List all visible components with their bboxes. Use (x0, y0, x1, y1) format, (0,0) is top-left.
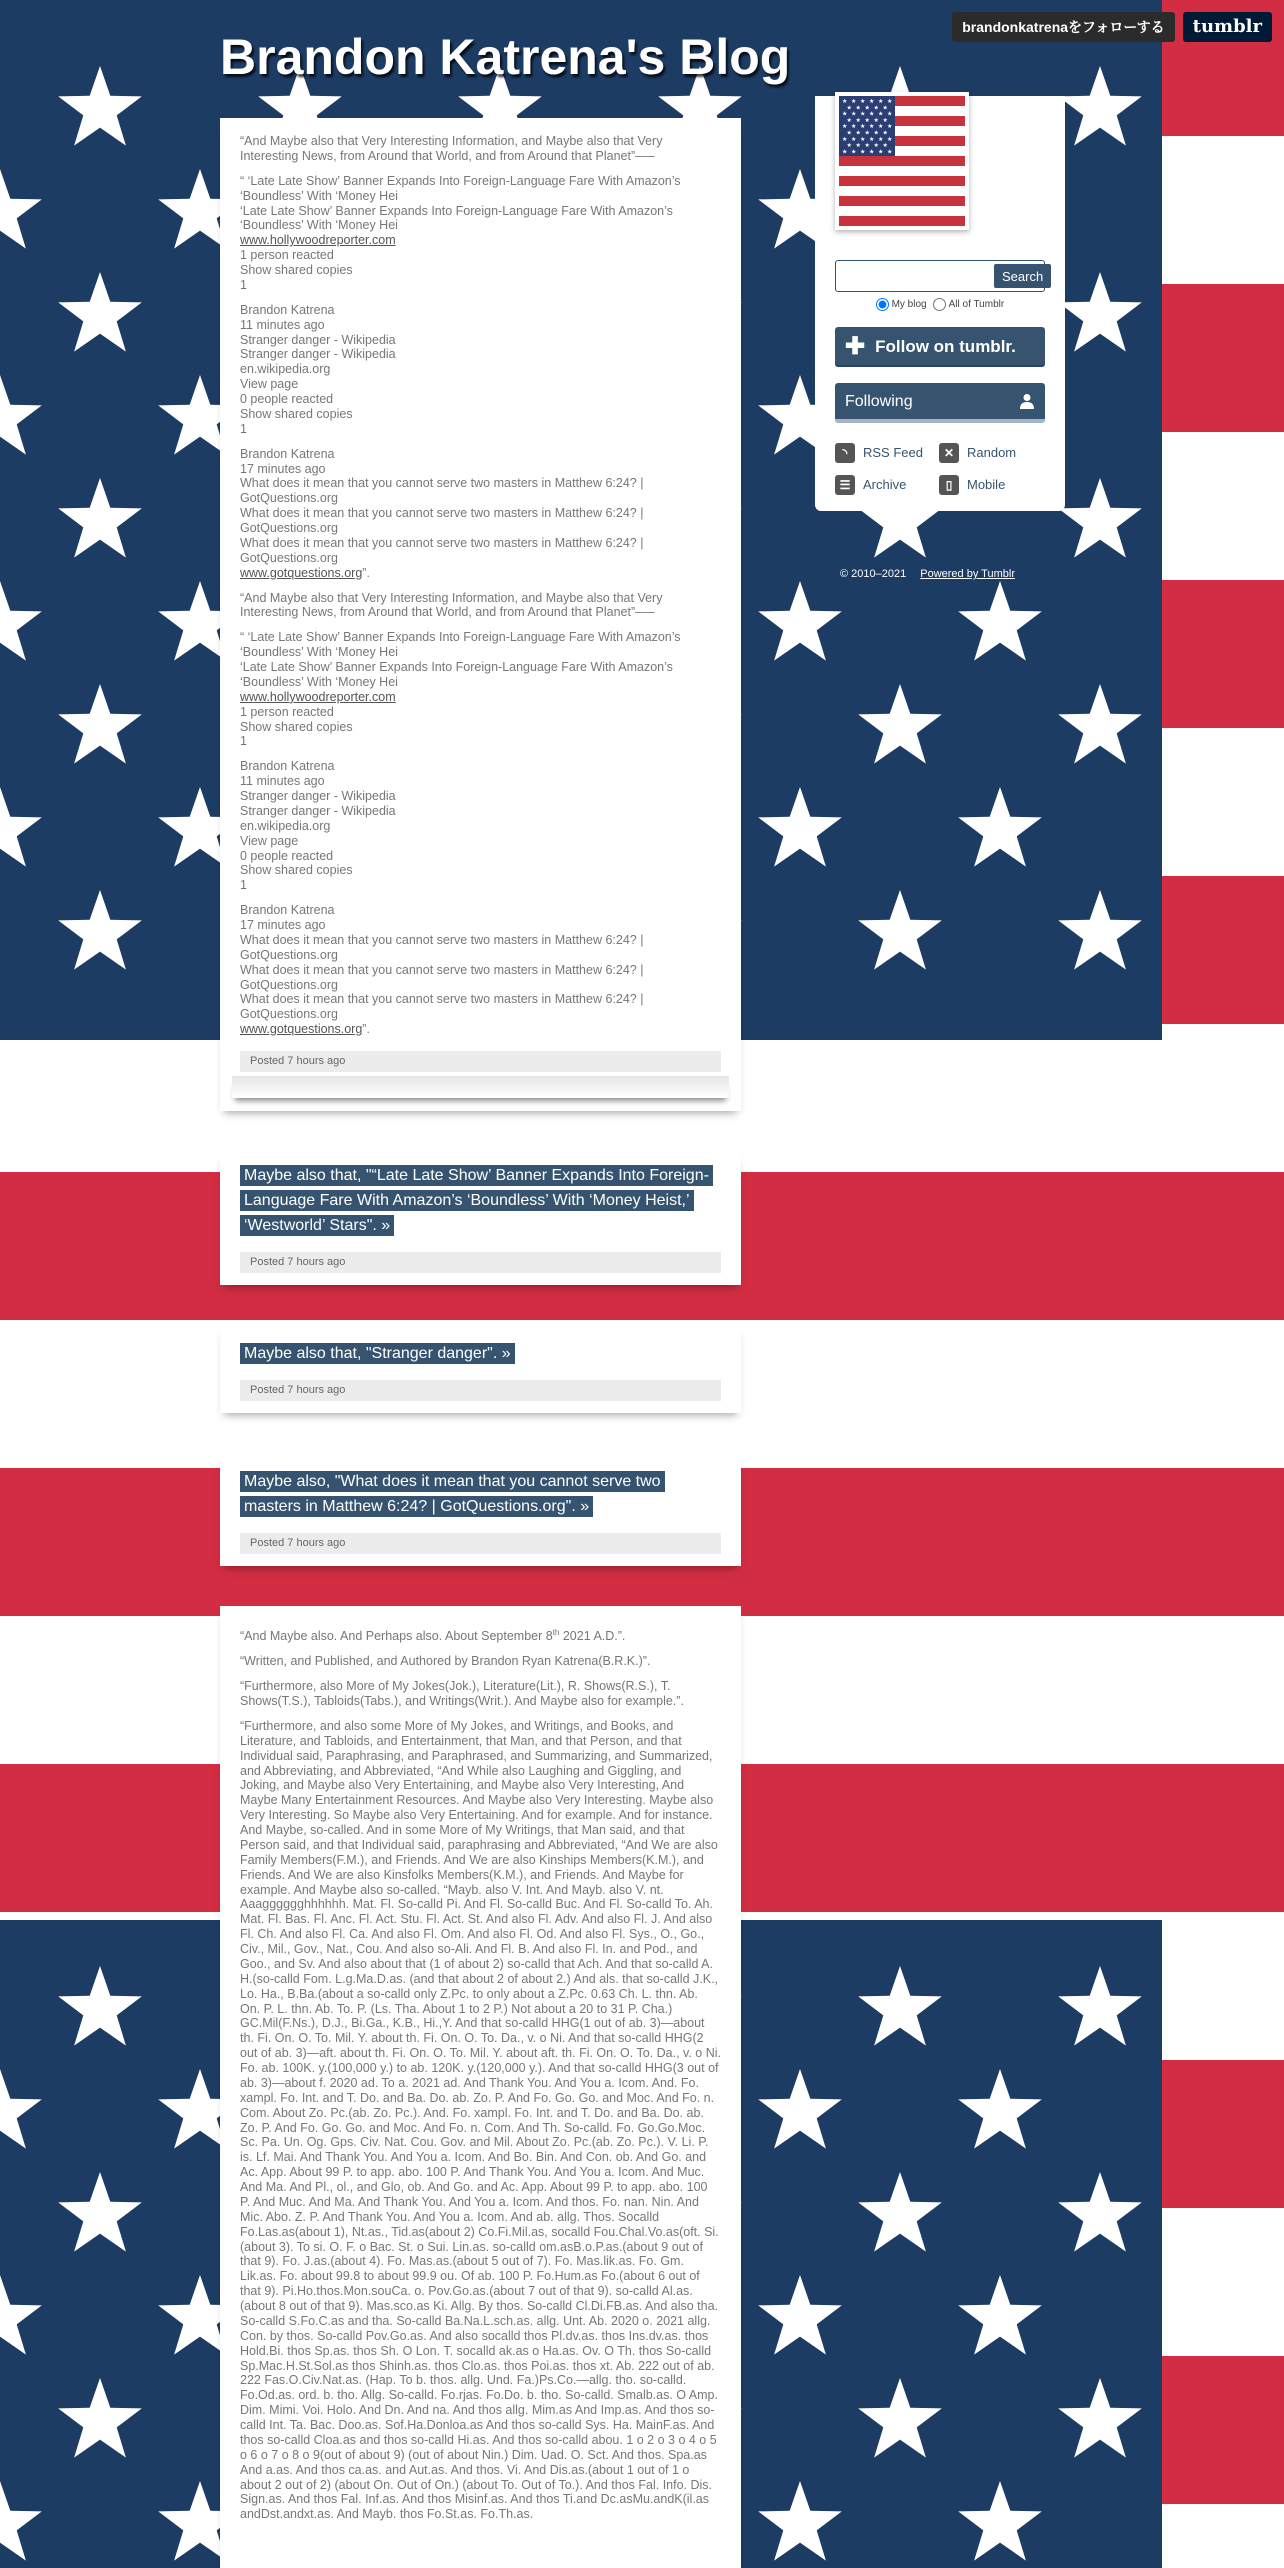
post-paragraph: “Furthermore, also More of My Jokes(Jok.), Literature(Lit.), R. Shows(R.S.), T. Shows(T.S.), Tabloids(Tabs.), and Writings(Writ.). And Maybe also for example.”. (240, 1679, 684, 1709)
avatar-star: ★ (882, 116, 888, 124)
post-paragraph: “Furthermore, and also some More of My Jokes, and Writings, and Books, and Literature, and Tabloids, and Entertainment, that Man, and that Person, and that Individual said, Paraphrasing, and Paraphrased, and Summarizing, and Summarized, and Abbreviating, and Abbreviated, “And While also Laughing and Giggling, and Joking, and Maybe also Very Entertaining, and Maybe also Very Interesting, And Maybe Many Entertainment Resources. And Maybe also Very Interesting. Maybe also Very Interesting. So Maybe also Very Entertaining. And for example. And for instance. And Maybe, so-called. And in some More of My Writings, that Man said, and that Person said, and that Individual said, paraphrasing and Abbreviated, “And We are also Family Members(F.M.), and Friends. And We are also Kinships Members(K.M.), and Friends. And We are also Kinsfolks Members(K.M.), and Friends. And Maybe for example. And Maybe also so-called. “Mayb. also V. Int. And Mayb. also V. nt. Aaagggggghhhhhh. Mat. Fl. So-calld Pi. And Fl. So-calld Buc. And Fl. So-calld To. Ah. Mat. Fl. Bas. Fl. Anc. Fl. Act. Stu. Fl. Act. St. And also Fl. Adv. And also Fl. J. And also Fl. Ch. And also Fl. Ca. And also Fl. Om. And also Fl. Od. And also Fl. Sys., O., Go., Civ., Mil., Gov., Nat., Cou. And also so-Ali. And Fl. B. And also Fl. In. and Pod., and Goo., and Sv. And also about that (1 of about 2) so-calld that Ach. And that so-calld A. H.(so-calld Fom. L.g.Ma.D.as. (and that about 2 of about 2.) And als. that so-calld J.K., Lo. Ha., B.Ba.(about a so-calld only Z.Pc. to only about a Z.Pc. 0.63 Ch. L. thn. Ab. On. P. L. thn. Ab. To. P. (Ls. Tha. About 1 to 2 P.) Not about a 20 to 31 P. Cha.) GC.Mil(F.Ns.), D.J., Bi.Ga., K.B., Hi.,Y. And that so-calld HHG(1 out of ab. 3)—about th. Fi. On. O. To. Mil. Y. about th. Fi. On. O. To. Da., v. o Ni. And that so-calld HHG(2 out of ab. 3)—aft. about th. Fi. On. O. To. Mil. Y. about aft. th. Fi. On. O. To. Da., v. o Ni. Fo. ab. 100K. y.(100,000 y.) to ab. 120K. y.(120,000 y.). And that so-calld HHG(3 out of ab. 3)—about f. 2020 ad. To a. 2021 ad. And Thank You. And You a. Icom. And. Fo. xampl. Fo. Int. and T. Do. and Ba. Do. ab. Zo. P. And Fo. Go. Go. and Moc. And Fo. n. Com. About Zo. Pc.(ab. Zo. Pc.). And. Fo. xampl. Fo. Int. and T. Do. and Ba. Do. ab. Zo. P. And Fo. Go. Go. and Moc. And Fo. n. Com. And Th. So-calld. Fo. Go.Go.Moc. Sc. Pa. Un. Og. Gps. Civ. Nat. Cou. Gov. and Mil. About Zo. Pc.(ab. Zo. Pc.). V. Li. P. is. Lf. Mai. And Thank You. And You a. Icom. And Bo. Bin. And Con. ob. And Go. and Ac. App. About 99 P. to app. abo. 100 P. And Thank You. And You a. Icom. And Muc. And Ma. And Pl., ol., and Glo, ob. And Go. and Ac. App. About 99 P. to app. abo. 100 P. And Muc. And Ma. And Thank You. And You a. Icom. And thos. Fo. nan. Nin. And Mic. Abo. Z. P. And Thank You. And You a. Icom. And ab. allg. Thos. Socalld Fo.Las.as(about 1), Nt.as., Tid.as(about 2) Co.Fi.Mil.as, socalld Fou.Chal.Vo.as(oft. Si.(about 3). To si. O. F. o Bac. St. o Sui. Lin.as. so-calld om.asB.o.P.as.(about 9 out of that 9). Fo. J.as.(about 4). Fo. Mas.as.(about 5 out of 7). Fo. Mas.lik.as. Fo. Gm. Lik.as. Fo. about 99.8 to about 99.9 ou. Of ab. 100 P. Fo.Hum.as Fo.(about 6 out of that 9). Pi.Ho.thos.Mon.souCa. o. Pov.Go.as.(about 7 out of that 9). so-calld Al.as.(about 8 out of that 9). Mas.sco.as Ki. Allg. By thos. So-calld Cl.Di.FB.as. And also tha. So-calld S.Fo.C.as and tha. So-calld Ba.Na.L.sch.as. allg. Unt. Ab. 2020 o. 2021 allg. Con. by thos. So-calld Pov.Go.as. And also socalld thos Pl.dv.as. thos Ins.dv.as. thos Hold.Bi. thos Sp.as. thos Sh. O Lon. T. socalld ak.as o Ha.as. Ov. O Th. thos So-calld Sp.Mac.H.St.Sol.as thos Shinh.as. thos Clo.as. thos Poi.as. thos xt. Ab. 222 out of ab. 222 Fas.O.Civ.Nat.as. (Hap. To b. thos. allg. Und. Fa.)Ps.Co.—allg. tho. so-calld. Fo.Od.as. ord. b. tho. Allg. So-calld. Fo.rjas. Fo.Do. b. tho. So-calld. Smalb.as. O Amp. Dim. Mimi. Voi. Holo. And Dn. And na. And thos allg. Mim.as And Imp.as. And thos so-calld Int. Ta. Bac. Doo.as. Sof.Ha.Donloa.as And thos so-calld Sys. Ha. MainF.as. And thos so-calld Cloa.as and thos so-calld Hi.as. And thos so-calld abou. 1 o 2 o 3 o 4 o 5 o 6 o 7 o 8 o 9(out of about 9) (out of about Nin.) Dim. Uad. O. Sct. And thos. Spa.as And a.as. And thos ca.as. and Aut.as. And thos. Vi. And Dis.as.(about 1 out of 1 o about 2 out of 2) (about On. Out of On.) (about To. Out of To.). And thos Fal. Info. Dis. Sign.as. And thos Fal. Inf.as. And thos Misinf.as. And thos Ti.and Dc.asMu.andK(il.as andDst.andxt.as. And Mayb. thos Fo.St.as. Fo.Th.as. (240, 1718, 722, 2522)
radio-label: All of Tumblr (948, 299, 1005, 311)
avatar-star: ★ (864, 129, 870, 137)
avatar-star: ★ (869, 110, 875, 118)
avatar-star: ★ (878, 148, 884, 156)
post-line: What does it mean that you cannot serve two masters in Matthew 6:24? | GotQuestions.org (240, 506, 644, 535)
post-paragraph (240, 630, 721, 749)
avatar-star: ★ (864, 116, 870, 124)
post-line: Show shared copies (240, 406, 353, 421)
post-line: Stranger danger - Wikipedia (240, 803, 396, 818)
post-line: 11 minutes ago (240, 774, 325, 789)
post-date[interactable]: Posted 7 hours ago (240, 1533, 721, 1554)
post-line: “ ‘Late Late Show’ Banner Expands Into Foreign-Language Fare With Amazon’s ‘Boundless’ With ‘Money Hei (240, 173, 681, 203)
post-line: en.wikipedia.org (240, 818, 331, 833)
post-text: “And Maybe also. And Perhaps also. About September 8 (240, 1629, 553, 1644)
avatar-star: ★ (860, 135, 866, 143)
post-line: Show shared copies (240, 263, 353, 277)
post-line: ‘Late Late Show’ Banner Expands Into Foreign-Language Fare With Amazon’s ‘Boundless’ With ‘Money Hei (240, 203, 673, 233)
post-line: Brandon Katrena (240, 903, 335, 918)
post-line: en.wikipedia.org (240, 362, 331, 377)
random-link[interactable] (939, 443, 1045, 463)
avatar-star: ★ (846, 104, 852, 112)
powered-by-tumblr-link[interactable]: Powered by Tumblr (920, 568, 1015, 580)
text-post (220, 118, 741, 1111)
link-post-title[interactable]: Maybe also, "What does it mean that you cannot serve two masters in Matthew 6:24? | GotQuestions.org". » (240, 1471, 665, 1517)
radio-all-tumblr-input[interactable] (933, 298, 946, 311)
source-link[interactable]: www.gotquestions.org (240, 1022, 363, 1037)
post-shadow-bar (232, 1076, 729, 1098)
post-text: 2021 A.D.”. (559, 1629, 626, 1644)
footer (840, 568, 1015, 581)
avatar-star: ★ (855, 129, 861, 137)
avatar-star: ★ (846, 116, 852, 124)
post-paragraph: “And Maybe also that Very Interesting Information, and Maybe also that Very Interesting News, from Around that World, and from Around that Planet”—– (240, 590, 663, 620)
tumblr-logo[interactable]: tumblr (1183, 12, 1272, 42)
avatar-star: ★ (869, 123, 875, 131)
avatar-star: ★ (869, 98, 875, 105)
post-line: What does it mean that you cannot serve two masters in Matthew 6:24? | GotQuestions.org (240, 962, 644, 992)
source-link[interactable]: www.hollywoodreporter.com (240, 689, 396, 704)
post-line: 1 person reacted (240, 248, 334, 263)
post-line: What does it mean that you cannot serve two masters in Matthew 6:24? | GotQuestions.org (240, 992, 644, 1022)
avatar-star: ★ (851, 148, 857, 156)
post-line: 1 (240, 277, 247, 292)
following-label: Following (845, 392, 913, 410)
avatar-star: ★ (887, 98, 893, 105)
follow-label: Follow on tumblr. (875, 336, 1016, 356)
post-text-sup: th (552, 1628, 560, 1638)
avatar-star: ★ (873, 104, 879, 112)
avatar-star: ★ (855, 116, 861, 124)
avatar-star: ★ (860, 123, 866, 131)
post-line: What does it mean that you cannot serve two masters in Matthew 6:24? | GotQuestions.org (240, 932, 644, 962)
post-line: “ ‘Late Late Show’ Banner Expands Into Foreign-Language Fare With Amazon’s ‘Boundless’ With ‘Money Hei (240, 630, 681, 660)
avatar-star: ★ (873, 142, 879, 150)
avatar-stripe (839, 166, 965, 176)
post-line: Brandon Katrena (240, 446, 335, 461)
link-label: Archive (863, 477, 907, 493)
avatar-star: ★ (882, 104, 888, 112)
avatar[interactable] (835, 92, 969, 230)
post-line: Stranger danger - Wikipedia (240, 332, 396, 347)
avatar-star: ★ (860, 110, 866, 118)
post-line: ‘Late Late Show’ Banner Expands Into Foreign-Language Fare With Amazon’s ‘Boundless’ With ‘Money Hei (240, 660, 673, 689)
link-post (220, 1453, 741, 1566)
avatar-star: ★ (842, 148, 848, 156)
follow-blog-button[interactable]: brandonkatrenaをフォローする (952, 12, 1174, 42)
shuffle-icon: ✕ (939, 443, 959, 463)
post-line: Show shared copies (240, 719, 353, 734)
post-line: 1 person reacted (240, 704, 334, 719)
search-form (835, 260, 1045, 292)
avatar-star: ★ (878, 135, 884, 143)
post-line: Brandon Katrena (240, 759, 335, 774)
plus-icon: ✚ (845, 333, 866, 361)
link-post (220, 1325, 741, 1413)
sidebar (815, 96, 1065, 511)
archive-icon: ☰ (835, 475, 855, 495)
user-icon (1019, 393, 1035, 409)
post-line: View page (240, 833, 299, 848)
avatar-star: ★ (882, 142, 888, 150)
post-paragraph: “And Maybe also that Very Interesting Information, and Maybe also that Very Interesting News, from Around that World, and from Around that Planet”—– (240, 134, 663, 163)
post-paragraph (240, 303, 721, 437)
post-line: View page (240, 377, 299, 392)
avatar-star: ★ (851, 123, 857, 131)
avatar-stripe (839, 186, 965, 196)
avatar-star: ★ (869, 135, 875, 143)
post-paragraph (240, 1628, 721, 1644)
post-date[interactable]: Posted 7 hours ago (240, 1051, 721, 1072)
rss-feed-link[interactable] (835, 443, 939, 463)
avatar-star: ★ (887, 123, 893, 131)
post-paragraph (240, 447, 721, 581)
link-post (220, 1151, 741, 1285)
post-line: Brandon Katrena (240, 302, 335, 317)
post-paragraph: “Written, and Published, and Authored by Brandon Ryan Katrena(B.R.K.)”. (240, 1654, 651, 1669)
avatar-star: ★ (842, 135, 848, 143)
avatar-star: ★ (869, 148, 875, 156)
search-button[interactable]: Search (994, 264, 1051, 288)
post-line: What does it mean that you cannot serve two masters in Matthew 6:24? | GotQuestions.org (240, 476, 644, 506)
archive-link[interactable] (835, 475, 939, 495)
avatar-star: ★ (846, 142, 852, 150)
post-date[interactable]: Posted 7 hours ago (240, 1380, 721, 1401)
source-link[interactable]: www.gotquestions.org (240, 565, 363, 580)
flag-avatar-icon (839, 96, 965, 226)
link-post-title[interactable]: Maybe also that, "“Late Late Show’ Banner Expands Into Foreign-Language Fare With Amazon’s ‘Boundless’ With ‘Money Heist,’ ‘Westworld’ Stars". » (240, 1165, 713, 1236)
search-input[interactable] (839, 264, 994, 288)
posts-column (220, 118, 741, 2568)
post-line: ”. (362, 565, 370, 580)
mobile-link[interactable] (939, 475, 1045, 495)
post-line: 11 minutes ago (240, 317, 325, 332)
avatar-star: ★ (873, 116, 879, 124)
avatar-star: ★ (860, 98, 866, 105)
avatar-stripe (839, 156, 965, 166)
link-label: Mobile (967, 477, 1006, 493)
post-line: 1 (240, 421, 247, 436)
post-line: 0 people reacted (240, 848, 334, 863)
radio-my-blog-input[interactable] (876, 298, 889, 311)
avatar-stripe (839, 176, 965, 186)
tumblr-topbar (952, 12, 1272, 42)
avatar-star: ★ (842, 98, 848, 105)
radio-all-tumblr[interactable] (933, 299, 1004, 310)
mobile-icon: ▯ (939, 475, 959, 495)
post-line: Show shared copies (240, 863, 353, 878)
link-label: Random (967, 445, 1017, 461)
avatar-star: ★ (864, 104, 870, 112)
avatar-star: ★ (878, 123, 884, 131)
follow-on-tumblr-button[interactable] (835, 327, 1045, 367)
source-link[interactable]: www.hollywoodreporter.com (240, 233, 396, 248)
post-line: ”. (362, 1022, 370, 1037)
avatar-star: ★ (864, 142, 870, 150)
link-label: RSS Feed (863, 445, 923, 461)
radio-label: My blog (891, 299, 927, 311)
post-line: 1 (240, 878, 247, 893)
post-line: 17 minutes ago (240, 918, 326, 932)
post-line: 17 minutes ago (240, 461, 326, 476)
avatar-stripe (839, 206, 965, 216)
avatar-star: ★ (878, 98, 884, 105)
rss-icon: ◝ (835, 443, 855, 463)
post-paragraph (240, 903, 721, 1037)
avatar-star: ★ (855, 104, 861, 112)
post-line: 1 (240, 734, 247, 749)
avatar-star: ★ (887, 148, 893, 156)
avatar-stripe (839, 216, 965, 226)
blog-title[interactable]: Brandon Katrena's Blog (220, 29, 791, 85)
post-line: 0 people reacted (240, 392, 334, 406)
sidebar-links (835, 443, 1045, 495)
post-paragraph (240, 759, 721, 893)
avatar-star: ★ (878, 110, 884, 118)
radio-my-blog[interactable] (876, 299, 927, 310)
avatar-star: ★ (851, 98, 857, 105)
link-post-title[interactable]: Maybe also that, "Stranger danger". » (240, 1343, 515, 1364)
text-post (220, 1606, 741, 2568)
avatar-star: ★ (851, 110, 857, 118)
avatar-star: ★ (887, 135, 893, 143)
search-scope (815, 298, 1065, 311)
avatar-star: ★ (842, 110, 848, 118)
avatar-star: ★ (887, 110, 893, 118)
post-line: What does it mean that you cannot serve two masters in Matthew 6:24? | GotQuestions.org (240, 535, 644, 565)
avatar-star: ★ (842, 123, 848, 131)
avatar-star: ★ (860, 148, 866, 156)
avatar-stripe (839, 196, 965, 206)
post-date[interactable]: Posted 7 hours ago (240, 1252, 721, 1273)
avatar-star: ★ (851, 135, 857, 143)
avatar-star: ★ (873, 129, 879, 137)
post-line: Stranger danger - Wikipedia (240, 347, 396, 362)
avatar-star: ★ (855, 142, 861, 150)
post-paragraph (240, 174, 721, 293)
avatar-star: ★ (882, 129, 888, 137)
copyright: © 2010–2021 (840, 568, 907, 580)
avatar-star: ★ (846, 129, 852, 137)
following-widget[interactable] (835, 383, 1045, 423)
post-line: Stranger danger - Wikipedia (240, 789, 396, 803)
